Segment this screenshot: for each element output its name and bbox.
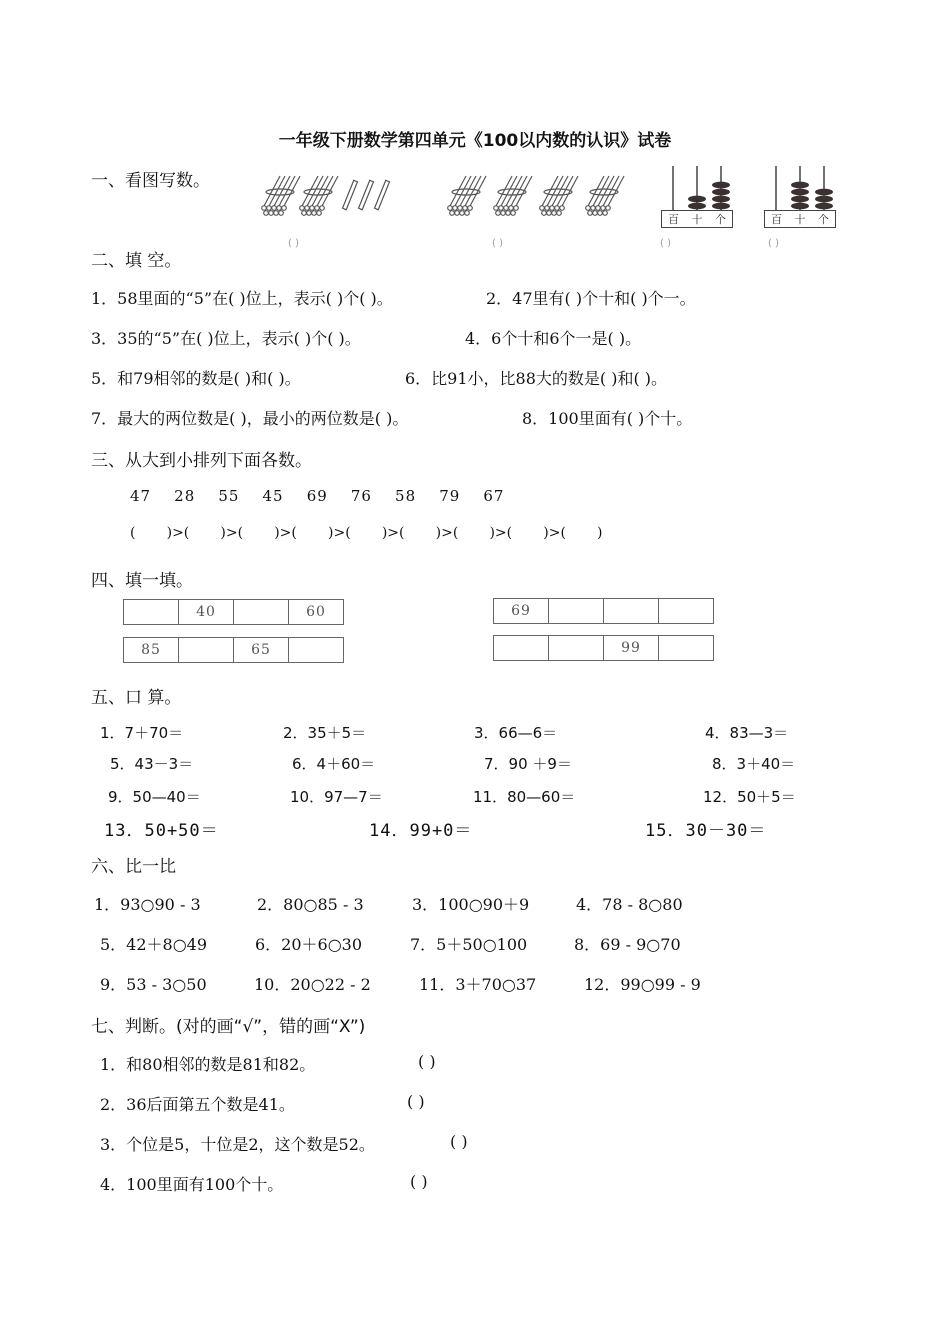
section-4-heading: 四、填一填。 (91, 571, 193, 591)
fill-table-left-row-2 (123, 637, 344, 663)
calc-item-5: 5．43－3＝ (110, 755, 194, 773)
bundle-icon (262, 176, 300, 215)
judge-item-1: 1．和80相邻的数是81和82。 (100, 1055, 316, 1074)
fill-question-2: 2．47里有( )个十和( )个一。 (486, 289, 696, 308)
judge-mark-2[interactable]: ( ) (407, 1092, 425, 1111)
calc-item-4: 4．83—3＝ (705, 724, 789, 742)
table-cell[interactable]: 65 (234, 638, 289, 663)
fill-table-left-row-1 (123, 599, 344, 625)
fill-question-6: 6．比91小，比88大的数是( )和( )。 (405, 369, 668, 388)
abacus-label-ones: 个 (714, 213, 726, 226)
calc-item-14: 14．99+0＝ (369, 821, 473, 841)
judge-item-4: 4．100里面有100个十。 (100, 1175, 284, 1194)
table-cell[interactable] (549, 636, 604, 661)
table-cell[interactable] (659, 636, 714, 661)
table-cell[interactable] (289, 638, 344, 663)
calc-item-7: 7．90 ＋9＝ (484, 755, 572, 773)
bundle-icon (448, 176, 486, 215)
table-cell[interactable] (659, 599, 714, 624)
table-cell[interactable] (179, 638, 234, 663)
calc-item-13: 13．50+50＝ (104, 821, 219, 841)
calc-item-15: 15．30－30＝ (645, 821, 767, 841)
abacus-picture-1 (659, 164, 735, 234)
compare-item-12: 12．99○99 - 9 (584, 975, 701, 994)
answer-blank-4[interactable]: ( ) (768, 238, 779, 249)
calc-item-12: 12．50＋5＝ (703, 788, 796, 806)
compare-item-8: 8．69 - 9○70 (574, 935, 681, 954)
number-item: 76 (350, 487, 372, 505)
number-item: 45 (262, 487, 284, 505)
abacus-label-hundreds: 百 (771, 213, 783, 226)
bundle-icon (586, 176, 624, 215)
numbers-to-sort (130, 487, 504, 505)
compare-item-3: 3．100○90＋9 (412, 895, 530, 914)
compare-item-9: 9．53 - 3○50 (100, 975, 207, 994)
section-2-heading: 二、填 空。 (91, 251, 182, 271)
table-cell[interactable] (234, 600, 289, 625)
bundle-icon (300, 176, 338, 215)
abacus-picture-2 (762, 164, 838, 234)
compare-item-5: 5．42＋8○49 (100, 935, 208, 954)
stick-bundles-picture-1 (258, 172, 408, 220)
compare-item-7: 7．5＋50○100 (410, 935, 528, 954)
fill-question-4: 4．6个十和6个一是( )。 (465, 329, 642, 348)
number-item: 79 (439, 487, 461, 505)
judge-mark-4[interactable]: ( ) (410, 1172, 428, 1191)
calc-item-3: 3．66—6＝ (474, 724, 558, 742)
section-7-heading: 七、判断。(对的画“√”，错的画“X”) (91, 1017, 366, 1037)
abacus-beads (791, 182, 833, 210)
compare-item-1: 1．93○90 - 3 (94, 895, 201, 914)
table-cell[interactable] (549, 599, 604, 624)
answer-blank-1[interactable]: ( ) (288, 238, 299, 249)
compare-item-10: 10．20○22 - 2 (254, 975, 371, 994)
table-cell[interactable]: 40 (179, 600, 234, 625)
abacus-beads (688, 182, 730, 210)
abacus-label-hundreds: 百 (668, 213, 680, 226)
judge-item-2: 2．36后面第五个数是41。 (100, 1095, 295, 1114)
compare-item-6: 6．20＋6○30 (255, 935, 363, 954)
calc-item-9: 9．50—40＝ (108, 788, 201, 806)
page-title: 一年级下册数学第四单元《100以内数的认识》试卷 (278, 131, 672, 151)
table-cell[interactable]: 69 (494, 599, 549, 624)
bundle-icon (494, 176, 532, 215)
table-cell[interactable] (124, 600, 179, 625)
abacus-label-tens: 十 (691, 213, 703, 226)
section-6-heading: 六、比一比 (91, 857, 176, 877)
table-cell[interactable] (494, 636, 549, 661)
fill-question-7: 7．最大的两位数是( )，最小的两位数是( )。 (91, 409, 409, 428)
fill-table-right-row-1 (493, 598, 714, 624)
answer-blank-2[interactable]: ( ) (492, 238, 503, 249)
section-5-heading: 五、口 算。 (91, 688, 182, 708)
table-cell[interactable]: 60 (289, 600, 344, 625)
calc-item-2: 2．35＋5＝ (283, 724, 367, 742)
section-1-heading: 一、看图写数。 (91, 171, 210, 191)
calc-item-1: 1．7＋70＝ (100, 724, 184, 742)
compare-item-11: 11．3＋70○37 (419, 975, 537, 994)
number-item: 67 (483, 487, 505, 505)
fill-question-1: 1．58里面的“5”在( )位上，表示( )个( )。 (91, 289, 393, 308)
fill-question-8: 8．100里面有( )个十。 (522, 409, 693, 428)
calc-item-10: 10．97—7＝ (290, 788, 383, 806)
bundle-icon (540, 176, 578, 215)
judge-item-3: 3．个位是5，十位是2，这个数是52。 (100, 1135, 375, 1154)
number-item: 58 (395, 487, 417, 505)
number-item: 69 (306, 487, 328, 505)
table-cell[interactable] (604, 599, 659, 624)
table-cell[interactable]: 85 (124, 638, 179, 663)
section-3-heading: 三、从大到小排列下面各数。 (91, 451, 312, 471)
number-item: 28 (174, 487, 196, 505)
judge-mark-1[interactable]: ( ) (418, 1052, 436, 1071)
answer-blank-3[interactable]: ( ) (660, 238, 671, 249)
fill-question-5: 5．和79相邻的数是( )和( )。 (91, 369, 301, 388)
calc-item-6: 6．4＋60＝ (292, 755, 376, 773)
compare-item-2: 2．80○85 - 3 (257, 895, 364, 914)
sort-answer-blanks[interactable]: ( )>( )>( )>( )>( )>( )>( )>( )>( ) (130, 525, 603, 541)
number-item: 47 (130, 487, 152, 505)
abacus-label-ones: 个 (817, 213, 829, 226)
fill-table-right-row-2 (493, 635, 714, 661)
compare-item-4: 4．78 - 8○80 (576, 895, 683, 914)
table-cell[interactable]: 99 (604, 636, 659, 661)
stick-bundles-picture-2 (444, 172, 634, 220)
calc-item-8: 8．3＋40＝ (712, 755, 796, 773)
abacus-label-tens: 十 (794, 213, 806, 226)
fill-question-3: 3．35的“5”在( )位上，表示( )个( )。 (91, 329, 361, 348)
number-item: 55 (218, 487, 240, 505)
single-sticks-icon (343, 180, 390, 209)
calc-item-11: 11．80—60＝ (473, 788, 576, 806)
judge-mark-3[interactable]: ( ) (450, 1132, 468, 1151)
